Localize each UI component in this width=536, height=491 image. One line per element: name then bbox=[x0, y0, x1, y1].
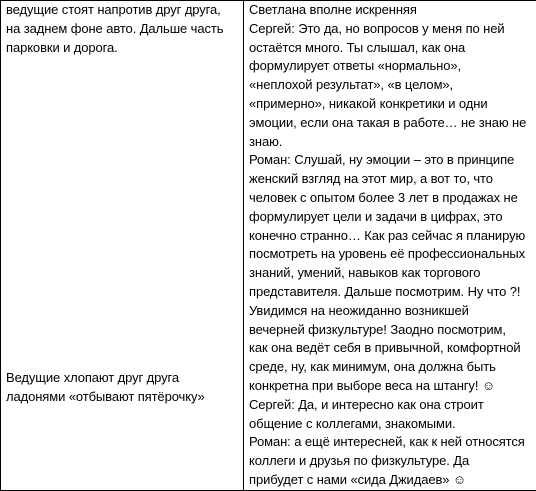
dialogue-line: конкретна при выборе веса на штангу! ☺ bbox=[249, 377, 536, 396]
stage-directions-content bbox=[6, 1, 240, 490]
dialogue-cell bbox=[244, 1, 536, 491]
dialogue-line: эмоции, если она такая в работе… не знаю не bbox=[249, 114, 536, 133]
stage-direction-line: Ведущие хлопают друг друга bbox=[6, 369, 205, 388]
dialogue-line: знаю. bbox=[249, 133, 536, 152]
dialogue-line: посмотреть на уровень её профессиональных bbox=[249, 245, 536, 264]
dialogue-content bbox=[249, 1, 536, 490]
dialogue-line: общение с коллегами, знакомыми. bbox=[249, 415, 536, 434]
dialogue-line: женский взгляд на этот мир, а вот то, что bbox=[249, 170, 536, 189]
table-row bbox=[1, 1, 536, 491]
stage-direction-line: на заднем фоне авто. Дальше часть bbox=[6, 20, 223, 39]
dialogue-line: формулирует цели и задачи в цифрах, это bbox=[249, 208, 536, 227]
dialogue-line: Светлана вполне искренняя bbox=[249, 1, 536, 20]
dialogue-line: вечерней физкультуре! Заодно посмотрим, bbox=[249, 321, 536, 340]
stage-direction-line: ведущие стоят напротив друг друга, bbox=[6, 1, 223, 20]
stage-direction-line: парковки и дорога. bbox=[6, 39, 223, 58]
stage-direction-line: ладонями «отбывают пятёрочку» bbox=[6, 388, 205, 407]
dialogue-line: «примерно», никакой конкретики и одни bbox=[249, 95, 536, 114]
stage-directions-cell bbox=[1, 1, 244, 491]
dialogue-line: среде, ну, как минимум, она должна быть bbox=[249, 358, 536, 377]
stage-direction-block-1 bbox=[6, 1, 223, 57]
dialogue-line: Роман: а ещё интересней, как к ней относятся bbox=[249, 433, 536, 452]
dialogue-line: человек с опытом более 3 лет в продажах не bbox=[249, 189, 536, 208]
dialogue-line: как она ведёт себя в привычной, комфортной bbox=[249, 339, 536, 358]
dialogue-line: конечно странно… Как раз сейчас я планирую bbox=[249, 227, 536, 246]
dialogue-line: остаётся много. Ты слышал, как она bbox=[249, 39, 536, 58]
dialogue-line: Сергей: Да, и интересно как она строит bbox=[249, 396, 536, 415]
stage-direction-block-2 bbox=[6, 369, 205, 407]
dialogue-line: Увидимся на неожиданно возникшей bbox=[249, 302, 536, 321]
dialogue-line: Сергей: Это да, но вопросов у меня по ней bbox=[249, 20, 536, 39]
dialogue-line: коллеги и друзья по физкультуре. Да bbox=[249, 452, 536, 471]
dialogue-line: «неплохой результат», «в целом», bbox=[249, 76, 536, 95]
dialogue-line: формулирует ответы «нормально», bbox=[249, 57, 536, 76]
dialogue-line: прибудет с нами «сида Джидаев» ☺ bbox=[249, 471, 536, 490]
dialogue-line: представителя. Дальше посмотрим. Ну что ?! bbox=[249, 283, 536, 302]
dialogue-line: знаний, умений, навыков как торгового bbox=[249, 264, 536, 283]
dialogue-line: Роман: Слушай, ну эмоции – это в принципе bbox=[249, 151, 536, 170]
